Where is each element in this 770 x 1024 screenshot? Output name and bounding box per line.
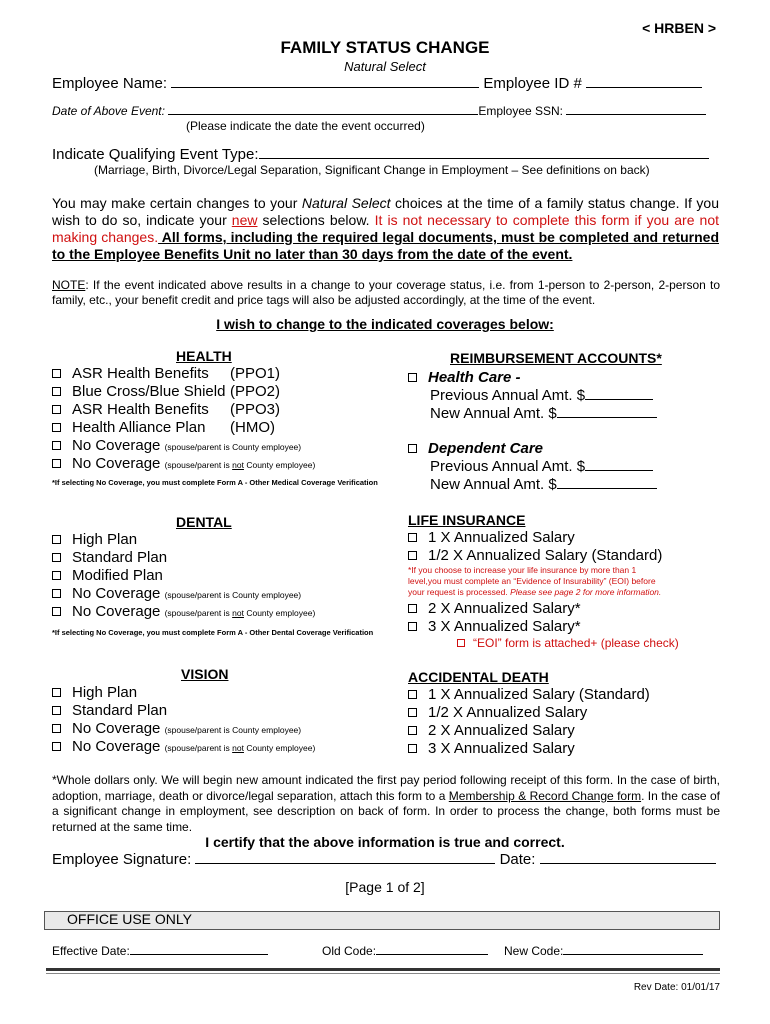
vision-option-no-coverage-not-county[interactable]: No Coverage (spouse/parent is not County employee) — [52, 738, 315, 756]
vision-heading: VISION — [181, 666, 229, 682]
coverage-heading: I wish to change to the indicated coverages below: — [216, 316, 554, 332]
dental-options — [52, 531, 315, 621]
event-type-hint: (Marriage, Birth, Divorce/Legal Separation, Significant Change in Employment – See definitions on back) — [94, 163, 650, 177]
life-option-half-x[interactable]: 1/2 X Annualized Salary (Standard) — [408, 547, 662, 565]
life-eoi-note: *If you choose to increase your life insurance by more than 1 level,you must complete an “Evidence of Insurability” (EOI) before your request is processed. Please see page 2 for more information. — [408, 565, 662, 597]
page-number: [Page 1 of 2] — [345, 879, 425, 895]
effective-date-label: Effective Date: — [52, 944, 130, 958]
checkbox[interactable] — [408, 726, 417, 735]
membership-form-link[interactable]: Membership & Record Change form — [448, 788, 642, 803]
checkbox[interactable] — [408, 444, 417, 453]
dependent-care-option[interactable]: Dependent Care — [408, 440, 657, 458]
footer-paragraph: *Whole dollars only. We will begin new amount indicated the first pay period following receipt of this form. In the case of birth, adoption, marriage, death or divorce/legal separation, attach this form to a Membership & Record Change form. In the case of a significant change in employment, see description on back of form. In order to process the change, both forms must be returned at the same time. — [52, 773, 720, 834]
checkbox[interactable] — [52, 459, 61, 468]
office-use-label: OFFICE USE ONLY — [67, 911, 192, 927]
checkbox[interactable] — [408, 533, 417, 542]
dental-option-standard[interactable]: Standard Plan — [52, 549, 315, 567]
accidental-option-3x[interactable]: 3 X Annualized Salary — [408, 740, 650, 758]
employee-name-row — [52, 75, 702, 92]
checkbox[interactable] — [408, 708, 417, 717]
checkbox[interactable] — [457, 639, 465, 647]
checkbox[interactable] — [52, 535, 61, 544]
checkbox[interactable] — [52, 387, 61, 396]
health-option-ppo3[interactable]: ASR Health Benefits (PPO3) — [52, 401, 315, 419]
dependent-care-account — [408, 440, 657, 494]
new-code-label: New Code: — [504, 944, 564, 958]
checkbox[interactable] — [52, 607, 61, 616]
health-option-no-coverage-county[interactable]: No Coverage (spouse/parent is County employee) — [52, 437, 315, 455]
event-type-field[interactable] — [259, 158, 709, 159]
page-title: FAMILY STATUS CHANGE — [280, 38, 490, 57]
accidental-option-half-x[interactable]: 1/2 X Annualized Salary — [408, 704, 650, 722]
vision-option-no-coverage-county[interactable]: No Coverage (spouse/parent is County employee) — [52, 720, 315, 738]
intro-paragraph: You may make certain changes to your Natural Select choices at the time of a family status change. If you wish to do so, indicate your new selections below. It is not necessary to complete this form if you are not making changes. All forms, including the required legal documents, must be completed and returned to the Employee Benefits Unit no later than 30 days from the date of the event. — [52, 195, 719, 262]
health-care-new: New Annual Amt. $ — [408, 405, 657, 423]
signature-label: Employee Signature: — [52, 851, 192, 868]
health-care-account — [408, 369, 657, 423]
health-option-ppo1[interactable]: ASR Health Benefits (PPO1) — [52, 365, 315, 383]
dental-footnote: *If selecting No Coverage, you must complete Form A - Other Dental Coverage Verification — [52, 628, 374, 637]
life-option-3x[interactable]: 3 X Annualized Salary* — [408, 618, 581, 636]
reimbursement-heading: REIMBURSEMENT ACCOUNTS* — [450, 350, 662, 366]
office-use-box — [44, 911, 720, 930]
dental-heading: DENTAL — [176, 514, 232, 530]
checkbox[interactable] — [408, 604, 417, 613]
health-care-previous-field[interactable] — [585, 399, 653, 400]
employee-name-field[interactable] — [171, 87, 479, 88]
employee-ssn-field[interactable] — [566, 114, 706, 115]
checkbox[interactable] — [52, 441, 61, 450]
checkbox[interactable] — [52, 589, 61, 598]
revision-date: Rev Date: 01/01/17 — [633, 982, 720, 993]
checkbox[interactable] — [52, 405, 61, 414]
effective-date-field[interactable] — [130, 954, 268, 955]
health-care-previous: Previous Annual Amt. $ — [408, 387, 657, 405]
checkbox[interactable] — [52, 423, 61, 432]
checkbox[interactable] — [408, 551, 417, 560]
vision-option-standard[interactable]: Standard Plan — [52, 702, 315, 720]
vision-option-high[interactable]: High Plan — [52, 684, 315, 702]
employee-id-label: Employee ID # — [483, 75, 582, 92]
eoi-attached-option[interactable]: “EOI” form is attached+ (please check) — [457, 636, 679, 650]
health-care-new-field[interactable] — [557, 417, 657, 418]
checkbox[interactable] — [52, 742, 61, 751]
event-type-row — [52, 146, 709, 163]
new-code-row — [504, 944, 703, 958]
accidental-option-1x[interactable]: 1 X Annualized Salary (Standard) — [408, 686, 650, 704]
health-options — [52, 365, 315, 473]
event-date-row — [52, 104, 706, 118]
event-date-hint: (Please indicate the date the event occurred) — [186, 119, 425, 133]
checkbox[interactable] — [408, 744, 417, 753]
health-heading: HEALTH — [176, 348, 232, 364]
old-code-field[interactable] — [376, 954, 488, 955]
form-code: < HRBEN > — [642, 20, 716, 36]
checkbox[interactable] — [52, 571, 61, 580]
event-date-label: Date of Above Event: — [52, 104, 165, 118]
checkbox[interactable] — [408, 373, 417, 382]
dependent-care-previous-field[interactable] — [585, 470, 653, 471]
divider — [46, 968, 720, 971]
old-code-row — [322, 944, 488, 958]
health-option-hmo[interactable]: Health Alliance Plan (HMO) — [52, 419, 315, 437]
dependent-care-new: New Annual Amt. $ — [408, 476, 657, 494]
checkbox[interactable] — [52, 706, 61, 715]
dependent-care-new-field[interactable] — [557, 488, 657, 489]
life-option-1x[interactable]: 1 X Annualized Salary — [408, 529, 662, 547]
new-code-field[interactable] — [563, 954, 703, 955]
life-option-2x[interactable]: 2 X Annualized Salary* — [408, 600, 581, 618]
health-footnote: *If selecting No Coverage, you must complete Form A - Other Medical Coverage Verification — [52, 478, 378, 487]
dental-option-modified[interactable]: Modified Plan — [52, 567, 315, 585]
page-subtitle: Natural Select — [344, 59, 426, 74]
signature-date-label: Date: — [499, 851, 536, 868]
signature-date-field[interactable] — [540, 863, 716, 864]
accidental-death-heading: ACCIDENTAL DEATH — [408, 669, 549, 685]
dependent-care-previous: Previous Annual Amt. $ — [408, 458, 657, 476]
dental-option-no-coverage-not-county[interactable]: No Coverage (spouse/parent is not County employee) — [52, 603, 315, 621]
life-insurance-heading: LIFE INSURANCE — [408, 512, 526, 528]
health-option-ppo2[interactable]: Blue Cross/Blue Shield (PPO2) — [52, 383, 315, 401]
employee-name-label: Employee Name: — [52, 75, 168, 92]
certify-statement: I certify that the above information is true and correct. — [205, 834, 565, 850]
dental-option-high[interactable]: High Plan — [52, 531, 315, 549]
checkbox[interactable] — [52, 688, 61, 697]
checkbox[interactable] — [52, 369, 61, 378]
health-care-option[interactable]: Health Care - — [408, 369, 657, 387]
accidental-option-2x[interactable]: 2 X Annualized Salary — [408, 722, 650, 740]
checkbox[interactable] — [52, 724, 61, 733]
note-paragraph: NOTE: If the event indicated above results in a change to your coverage status, i.e. from 1-person to 2-person, 2-person to family, etc., your benefit credit and price tags will also be adjusted accordingly, at the time of the event. — [52, 278, 720, 307]
checkbox[interactable] — [408, 622, 417, 631]
life-options — [408, 529, 662, 565]
health-option-no-coverage-not-county[interactable]: No Coverage (spouse/parent is not County employee) — [52, 455, 315, 473]
checkbox[interactable] — [52, 553, 61, 562]
event-type-label: Indicate Qualifying Event Type: — [52, 146, 259, 163]
life-options-2 — [408, 600, 581, 636]
divider — [46, 973, 720, 974]
employee-id-field[interactable] — [586, 87, 702, 88]
vision-options — [52, 684, 315, 756]
effective-date-row — [52, 944, 268, 958]
accidental-options — [408, 686, 650, 758]
employee-ssn-label: Employee SSN: — [478, 104, 564, 118]
signature-row — [52, 851, 716, 868]
checkbox[interactable] — [408, 690, 417, 699]
dental-option-no-coverage-county[interactable]: No Coverage (spouse/parent is County employee) — [52, 585, 315, 603]
old-code-label: Old Code: — [322, 944, 377, 958]
signature-field[interactable] — [195, 863, 495, 864]
event-date-field[interactable] — [168, 114, 478, 115]
